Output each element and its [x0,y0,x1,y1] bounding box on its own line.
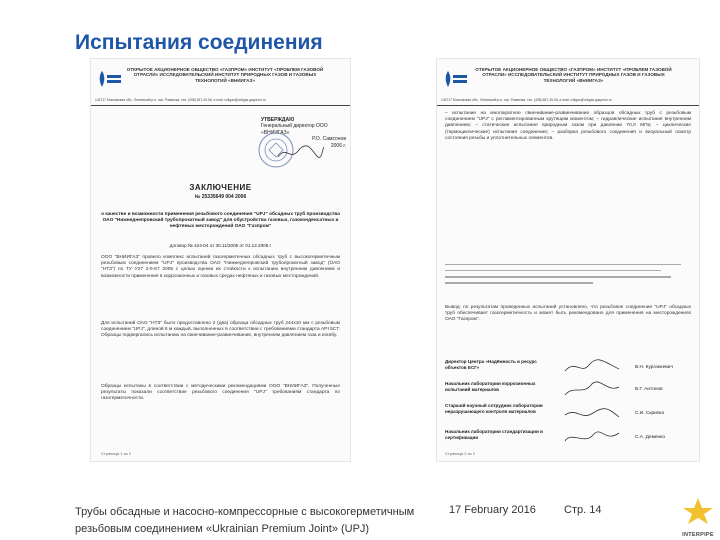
conclusion-title: ЗАКЛЮЧЕНИЕ [189,183,252,192]
signature-name: С.И. Скрипко [635,411,665,416]
signature-role: Начальник лаборатории коррозионных испытаний материалов [445,381,536,392]
approval-year: 2006 г. [330,142,346,149]
footer-page-number: Стр. 14 [564,504,602,516]
approve-label: УТВЕРЖДАЮ [261,117,295,123]
paragraph-1: ООО "ВНИИГАЗ" провело комплекс испытаний газогерметичных обсадных труб с высокогерметичным резьбовым соединением "UPJ" производства ОАО "Нижнеднепровский трубопрокатный завод" (ОАО "НТЗ") по ТУ У27 2-5-57 2005 с целью оценки их стойкости к испытанию внутренним давлением и возможности применения в коррозионных и газовых средах нефтяных и газовых месторождений. [101,255,340,279]
conclusion-document-page-2 [436,58,700,462]
director-title: Генеральный директор ООО «ВНИИГАЗ» [261,123,328,136]
conclusion-number: № 25335649 004 2006 [194,194,247,200]
signature-role: Начальник лаборатории стандартизации и сертификации [445,429,543,440]
interpipe-logo [680,496,716,538]
signature-table [445,359,691,449]
letterhead [437,59,699,106]
letterhead-address: 142717 Московская обл., Ленинский р-н, пос. Развилка, тел. (498) 657-49-06, e-mail: vniigaz@vniigaz.gazprom.ru [95,98,266,102]
letterhead [91,59,350,106]
footer-description: Трубы обсадные и насосно-компрессорные с высокогерметичным резьбовым соединением «Ukrainian Premium Joint» (UPJ) [75,506,415,535]
signature-role: Старший научный сотрудник лаборатории неразрушающего контроля материалов [445,403,543,414]
gazprom-logo-icon [442,69,468,91]
conclusion-subject: о качестве и возможности применения резьбового соединения "UPJ" обсадных труб производства ОАО "Нижнеднепровский трубопрокатный завод" для обустройства газовых, газоконденсатных и нефтяных месторождений ОАО "Газпром" [101,212,340,229]
tests-list: – испытание на многократное свинчивание-развинчивание образцов обсадных труб с резьбовым соединением "UPJ" с регламентированным крутящим моментом; – гидравлические испытания внутренним давлением; – статические испытания природным газом при давлении 70,0 МПа; – циклические (термоциклические) испытания соединения; – разборка резьбового соединения и визуальный осмотр состояния резьбы и уплотнительных элементов. [445,111,691,141]
paragraph-3: Образцы испытаны в соответствии с методическими рекомендациями ООО "ВНИИГАЗ". Полученные результаты показали соответствие резьбового соединения "UPJ" требованиям стандарта по газогерметичности. [101,384,340,402]
brand-name: INTERPIPE [682,532,714,538]
footer-date: 17 February 2016 [449,504,536,516]
filler-lines [445,259,691,289]
letterhead-address: 142717 Московская обл., Ленинский р-н, пос. Развилка, тел. (498) 657-49-06, e-mail: vniigaz@vniigaz.gazprom.ru [441,98,612,102]
signature-icon [563,381,621,399]
signature-icon [276,143,326,163]
letterhead-header: ОТКРЫТОЕ АКЦИОНЕРНОЕ ОБЩЕСТВО «ГАЗПРОМ» ИНСТИТУТ «ПРОБЛЕМ ГАЗОВОЙ ОТРАСЛИ» ИССЛЕДОВАТЕЛЬСКИЙ ИНСТИТУТ ПРИРОДНЫХ ГАЗОВ И ГАЗОВЫХ ТЕХНОЛОГИЙ «ВНИИГАЗ» [126,67,324,83]
signature-row [445,359,691,379]
gazprom-logo-icon [96,69,122,91]
interpipe-star-icon [680,496,716,526]
signature-name: С.А. Деменко [635,435,666,440]
page-mark: Страница 2 из 2 [445,451,475,456]
signature-row [445,429,691,449]
slide-title: Испытания соединения [75,31,323,54]
signature-row [445,381,691,401]
conclusion-heading-block [91,183,350,200]
signature-icon [563,359,621,377]
signature-role: Директор Центра «Надёжность и ресурс объектов ЕСГ» [445,359,537,370]
director-name: Р.О. Самсонов [312,136,346,143]
conclusion-text: Вывод: по результатам проведенных испытаний установлено, что резьбовое соединение "UPJ" обсадных труб обеспечивает газогерметичность и может быть рекомендовано для применения на месторождениях ОАО "Газпром". [445,305,691,323]
signature-icon [563,405,621,423]
contract-reference: договор № 424-04 от 30.11/2005 от 01.12.2005 г [169,243,272,248]
page-mark: Страница 1 из 2 [101,451,131,456]
signature-row [445,403,691,427]
letterhead-header: ОТКРЫТОЕ АКЦИОНЕРНОЕ ОБЩЕСТВО «ГАЗПРОМ» ИНСТИТУТ «ПРОБЛЕМ ГАЗОВОЙ ОТРАСЛИ» ИССЛЕДОВАТЕЛЬСКИЙ ИНСТИТУТ ПРИРОДНЫХ ГАЗОВ И ГАЗОВЫХ ТЕХНОЛОГИЙ «ВНИИГАЗ» [475,67,672,83]
conclusion-document-page-1 [90,58,351,462]
signature-name: В.Г. Антонов [635,387,663,392]
signature-name: В.Н. Курганкевич [635,365,673,370]
paragraph-2: Для испытаний ОАО "НТЗ" было предоставлено 2 (два) образца обсадных труб 244х10 мм с резьбовым соединением "UPJ", длиной 6 м каждый, выполненных в соответствии с требованиями стандарта API 5CT. Образцы подвергались испытанию на свинчивание-развинчивание, внутренним давлением газа и изгибу. [101,321,340,339]
signature-icon [563,429,621,447]
